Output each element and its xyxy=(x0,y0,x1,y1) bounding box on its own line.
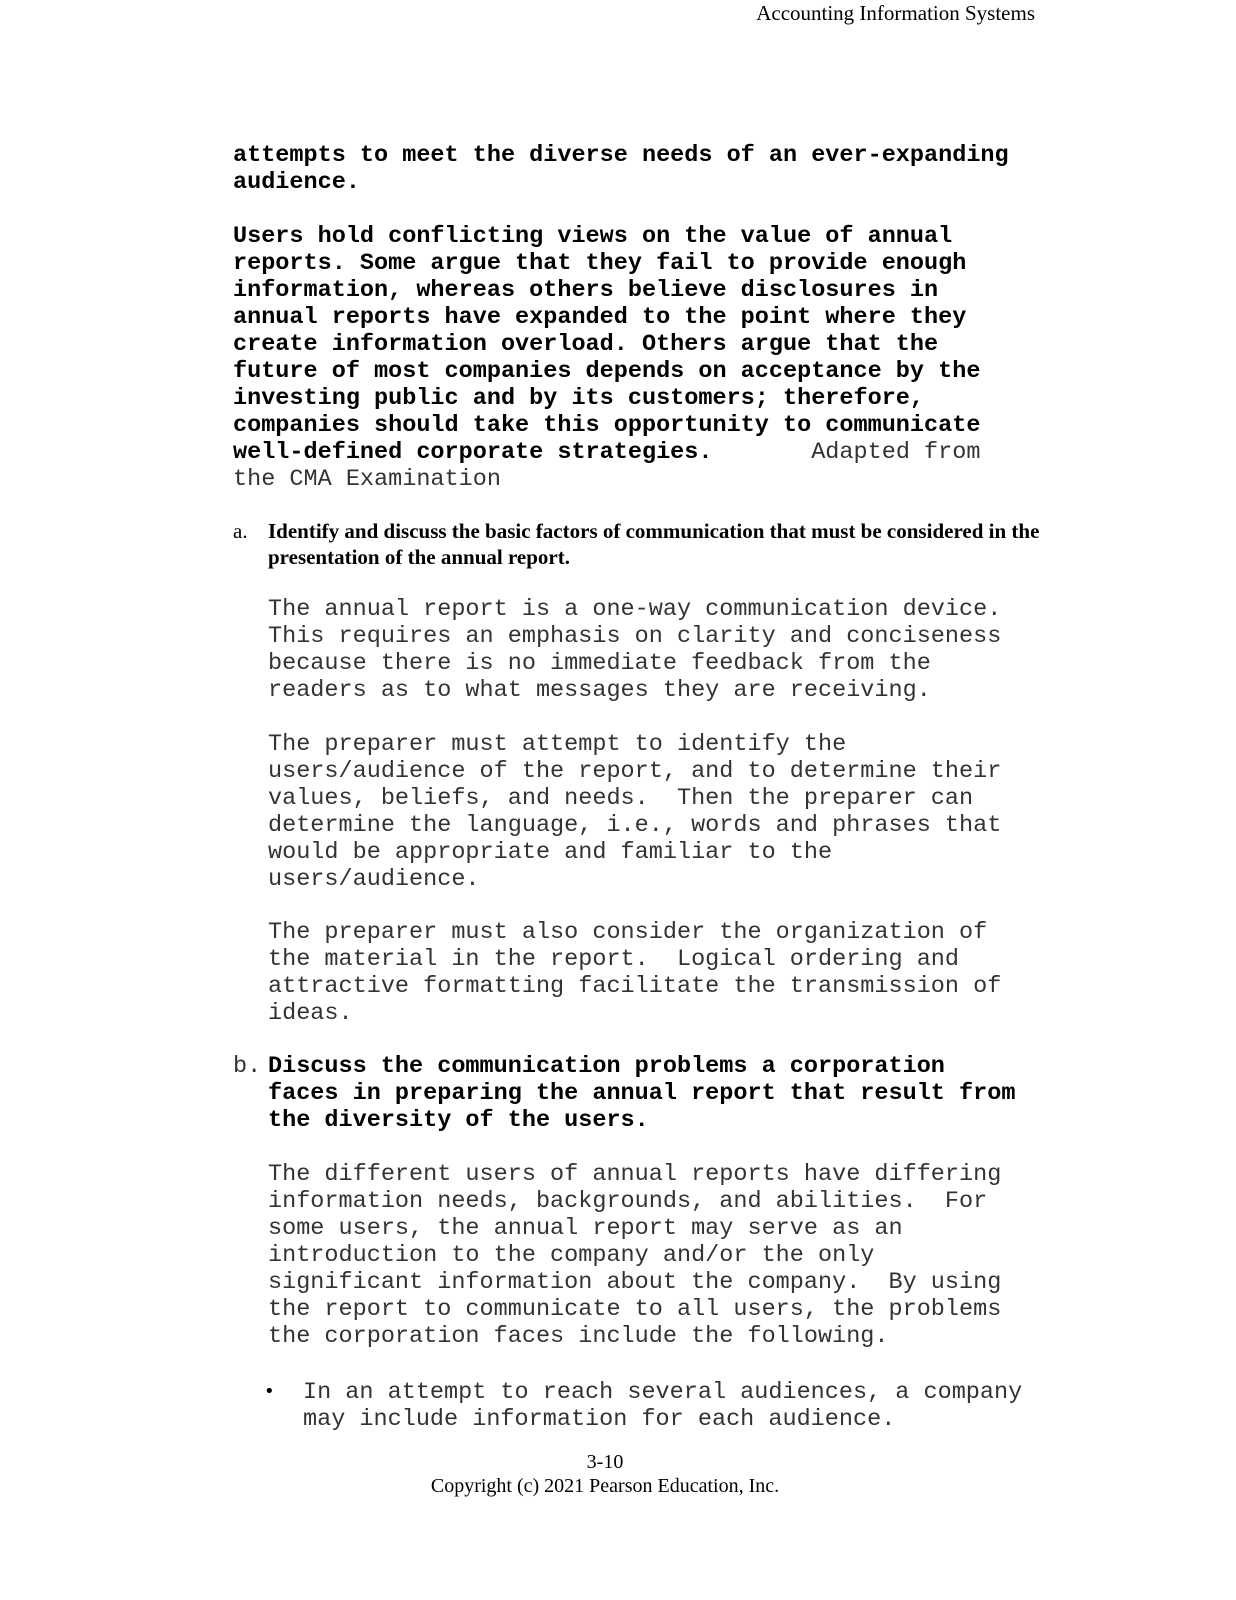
bullet-icon: • xyxy=(264,1381,275,1402)
question-a-text: Identify and discuss the basic factors of communication that must be considered in the presentation of the annual report. xyxy=(268,519,1040,569)
question-a-label: a. xyxy=(233,519,248,543)
answer-a-paragraph-3: The preparer must also consider the organization of the material in the report. Logical ordering and attractive formatting facilitate the transmission of ideas. xyxy=(268,919,1002,1027)
answer-b-paragraph: The different users of annual reports have differing information needs, backgrounds, and abilities. For some users, the annual report may serve as an introduction to the company and/or the only significant information about the company. By using the report to communicate to all users, the problems the corporation faces include the following. xyxy=(268,1161,1002,1350)
answer-a-paragraph-2: The preparer must attempt to identify the users/audience of the report, and to determine their values, beliefs, and needs. Then the preparer can determine the language, i.e., words and phrases that would be appropriate and familiar to the users/audience. xyxy=(268,731,1002,893)
question-b-text: Discuss the communication problems a corporation faces in preparing the annual report that result from the diversity of the users. xyxy=(268,1053,1016,1134)
intro-paragraph-users xyxy=(233,223,980,493)
running-header: Accounting Information Systems xyxy=(756,1,1035,25)
answer-a-paragraph-1: The annual report is a one-way communication device. This requires an emphasis on clarity and conciseness because there is no immediate feedback from the readers as to what messages they are receiving. xyxy=(268,596,1002,704)
page-number: 3-10 xyxy=(586,1451,624,1473)
intro-paragraph-source: Adapted from the CMA Examination xyxy=(233,439,981,493)
intro-paragraph-continued: attempts to meet the diverse needs of an ever-expanding audience. xyxy=(233,142,1009,196)
intro-paragraph-body: Users hold conflicting views on the value of annual reports. Some argue that they fail to provide enough information, whereas others believe disclosures in annual reports have expanded to the point where they create information overload. Others argue that the future of most companies depends on acceptance by the investing public and by its customers; therefore, companies should take this opportunity to communicate well-defined corporate strategies. xyxy=(233,223,981,466)
copyright-notice: Copyright (c) 2021 Pearson Education, Inc. xyxy=(430,1475,780,1497)
question-b-label: b. xyxy=(233,1053,262,1080)
answer-b-bullet-1: In an attempt to reach several audiences, a company may include information for each audience. xyxy=(303,1379,1023,1433)
